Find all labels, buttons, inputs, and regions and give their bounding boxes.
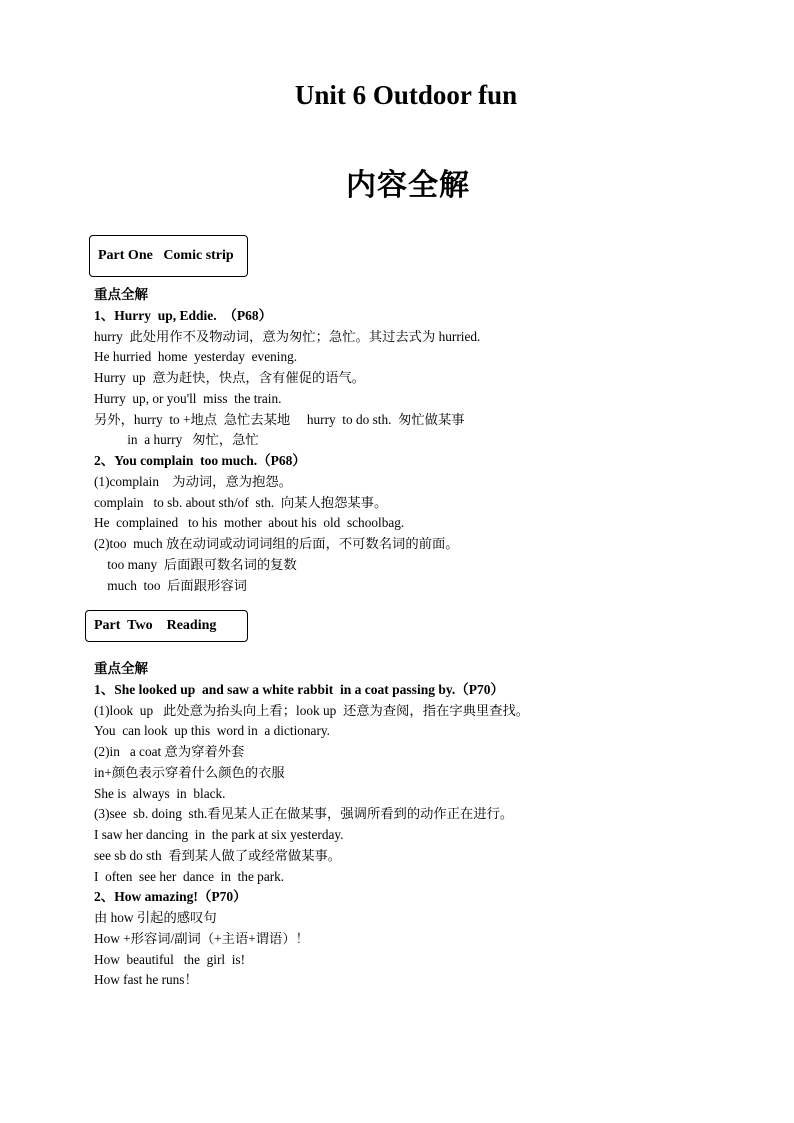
part-two-line: I saw her dancing in the park at six yesterday. xyxy=(94,827,344,842)
part-one-line: too many 后面跟可数名词的复数 xyxy=(94,556,297,572)
part-two-line: 2、How amazing!（P70） xyxy=(94,889,247,905)
part-one-line: He complained to his mother about his old schoolbag. xyxy=(94,515,405,531)
part-one-line: hurry 此处用作不及物动词，意为匆忙；急忙。其过去式为 hurried. xyxy=(94,328,481,344)
part-one-line: 1、Hurry up, Eddie. （P68） xyxy=(94,307,273,323)
part-two-line: see sb do sth 看到某人做了或经常做某事。 xyxy=(94,847,342,863)
part-two-line: She is always in black. xyxy=(94,785,226,801)
part-two-line: How +形容词/副词（+主语+谓语）！ xyxy=(94,930,309,946)
part-two-line: 由 how 引起的感叹句 xyxy=(94,910,217,925)
part-one-line: 重点全解 xyxy=(94,287,148,302)
part-two-line: 重点全解 xyxy=(94,661,148,676)
page-title: Unit 6 Outdoor fun xyxy=(294,80,518,110)
part-two-heading-box: Part Two Reading xyxy=(85,610,248,642)
part-one-line: much too 后面跟形容词 xyxy=(94,577,247,593)
part-two-line: (2)in a coat 意为穿着外套 xyxy=(94,744,245,759)
part-two-line: You can look up this word in a dictionary. xyxy=(94,723,330,739)
part-one-line: Hurry up, or you'll miss the train. xyxy=(94,390,282,406)
part-one-heading-box: Part One Comic strip xyxy=(89,235,248,277)
part-one-line: 另外，hurry to +地点 急忙去某地 hurry to do sth. 匆忙做某事 xyxy=(94,411,465,427)
part-one-line: He hurried home yesterday evening. xyxy=(94,349,298,365)
part-one-line: complain to sb. about sth/of sth. 向某人抱怨某事。 xyxy=(94,494,388,510)
part-two-line: (3)see sb. doing sth.看见某人正在做某事，强调所看到的动作正在进行。 xyxy=(94,806,514,822)
part-two-line: How fast he runs！ xyxy=(94,972,198,988)
part-one-line: (1)complain 为动词，意为抱怨。 xyxy=(94,473,292,489)
part-two-line: I often see her dance in the park. xyxy=(94,868,285,884)
part-one-line: Hurry up 意为赶快，快点，含有催促的语气。 xyxy=(94,370,366,385)
part-one-line: in a hurry 匆忙，急忙 xyxy=(94,432,259,448)
part-one-line: (2)too much 放在动词或动词词组的后面，不可数名词的前面。 xyxy=(94,536,459,551)
part-two-line: 1、She looked up and saw a white rabbit in a coat passing by.（P70） xyxy=(94,681,504,697)
part-two-line: (1)look up 此处意为抬头向上看；look up 还意为查阅，指在字典里查找。 xyxy=(94,702,530,718)
part-two-line: How beautiful the girl is! xyxy=(94,951,246,967)
part-two-line: in+颜色表示穿着什么颜色的衣服 xyxy=(94,764,285,780)
part-one-line: 2、You complain too much.（P68） xyxy=(94,453,306,468)
page-subtitle: 内容全解 xyxy=(346,168,470,203)
